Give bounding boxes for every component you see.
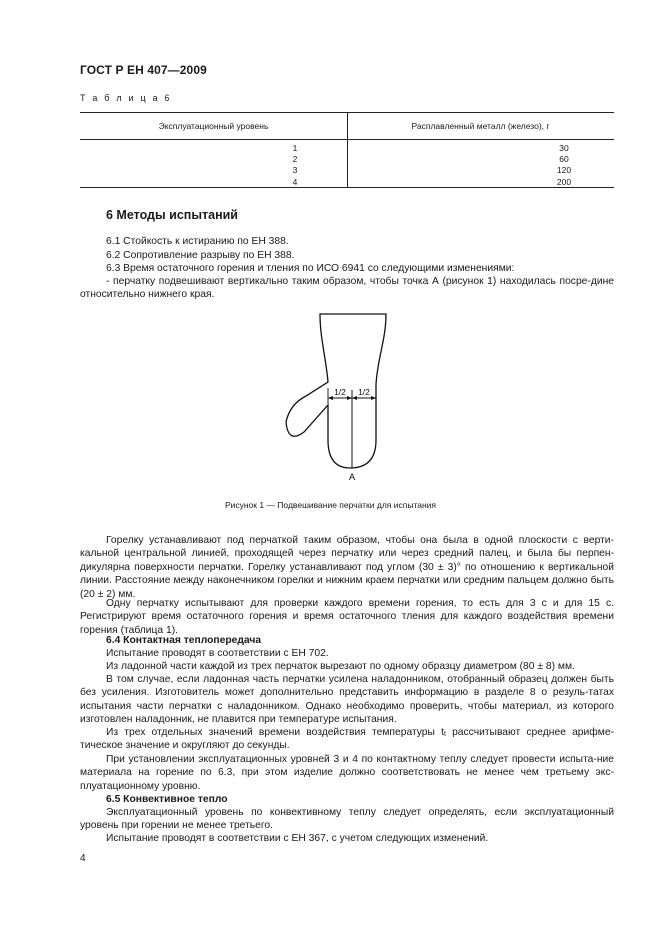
figure-caption: Рисунок 1 — Подвешивание перчатки для испытания [224, 500, 437, 510]
table-cell: 3 [292, 165, 298, 176]
paragraph-6-4-3: В том случае, если ладонная часть перчатки усилена наладонником, отобранный образец должен быть без усиления. Изготовитель может дополнительно представить информацию в разделе 8 о резуль-татах испытания части перчатки с наладонником. Однако необходимо проверить, чтобы материал, из которого изготовлен наладонник, не плавится при температуре испытания. [80, 674, 614, 726]
subscript-t: t [443, 731, 446, 738]
table-6 [80, 112, 614, 188]
paragraph-6-2: 6.2 Сопротивление разрыву по ЕН 388. [106, 250, 295, 261]
table-column-levels [280, 143, 310, 188]
paragraph-burner: Горелку устанавливают под перчаткой таким образом, чтобы она была в одной плоскости с верти-кальной центральной линией, проходящей через перчатку или через средний палец, и была бы перпен-дикулярна поверхности перчатки. Горелку устанавливают под углом (30 ± 3)° по отношению к вертикальной линии. Расстояние между наконечником горелки и нижним краем перчатки или средним пальцем должно быть (20 ± 2) мм. [80, 535, 614, 600]
subsection-6-4-title: 6.4 Контактная теплопередача [106, 635, 262, 646]
dimension-label-left: 1/2 [334, 387, 346, 397]
text-part: рассчитывают среднее арифме-тическое значение и округляют до секунды. [80, 727, 614, 752]
table-caption: Т а б л и ц а 6 [80, 93, 172, 103]
glove-figure [280, 310, 420, 490]
table-cell: 1 [292, 143, 298, 153]
page-number: 4 [80, 853, 86, 864]
table-cell: 120 [556, 165, 572, 176]
document-header: ГОСТ Р ЕН 407—2009 [80, 63, 207, 77]
table-cell: 30 [559, 143, 569, 153]
paragraph-6-3: 6.3 Время остаточного горения и тления по ИСО 6941 со следующими изменениями: [106, 263, 515, 274]
arrow-left-inner [347, 396, 352, 400]
section-title: 6 Методы испытаний [106, 208, 238, 222]
dimension-label-right: 1/2 [358, 387, 370, 397]
table-cell: 60 [559, 154, 569, 165]
paragraph-6-5-2: Испытание проводят в соответствии с ЕН 367, с учетом следующих изменений. [106, 833, 489, 844]
paragraph-6-4-2: Из ладонной части каждой из трех перчаток вырезают по одному образцу диаметром (80 ± 8) мм. [106, 661, 575, 672]
table-cell: 4 [292, 176, 298, 187]
text-part: Из трех отдельных значений времени воздействия температуры t [106, 727, 444, 738]
subsection-6-5-title: 6.5 Конвективное тепло [106, 794, 228, 805]
paragraph-6-4-1: Испытание проводят в соответствии с ЕН 702. [106, 648, 329, 659]
point-a-label: A [348, 472, 356, 483]
table-header-divider [80, 139, 614, 140]
arrow-right-inner [352, 396, 357, 400]
table-column-metal [544, 143, 584, 188]
paragraph-6-4-5: При установлении эксплуатационных уровней 3 и 4 по контактному теплу следует провести испыта-ние материала на горение по 6.3, при этом изделие должно соответствовать не менее чем третьему экс-плуатационному уровню. [80, 754, 614, 792]
table-cell: 200 [556, 176, 572, 187]
arrow-left-outer [328, 396, 333, 400]
paragraph-6-4-4 [80, 726, 614, 753]
paragraph-suspension: - перчатку подвешивают вертикально таким образом, чтобы точка А (рисунок 1) находилась посре-дине относительно нижнего края. [80, 276, 614, 301]
paragraph-one-glove: Одну перчатку испытывают для проверки каждого времени горения, то есть для 3 с и для 15 с. Регистрируют время остаточного горения и время остаточного тления для каждого воздействия времени горения (таблица 1). [80, 598, 614, 636]
table-header-level: Эксплуатационный уровень [158, 121, 269, 131]
table-header-metal: Расплавленный металл (железо), г [411, 121, 550, 131]
arrow-right-outer [371, 396, 376, 400]
table-cell: 2 [292, 154, 298, 165]
paragraph-6-5-1: Эксплуатационный уровень по конвективному теплу следует определять, если эксплуатационный уровень при горении не менее третьего. [80, 807, 614, 832]
paragraph-6-1: 6.1 Стойкость к истиранию по ЕН 388. [106, 236, 289, 247]
